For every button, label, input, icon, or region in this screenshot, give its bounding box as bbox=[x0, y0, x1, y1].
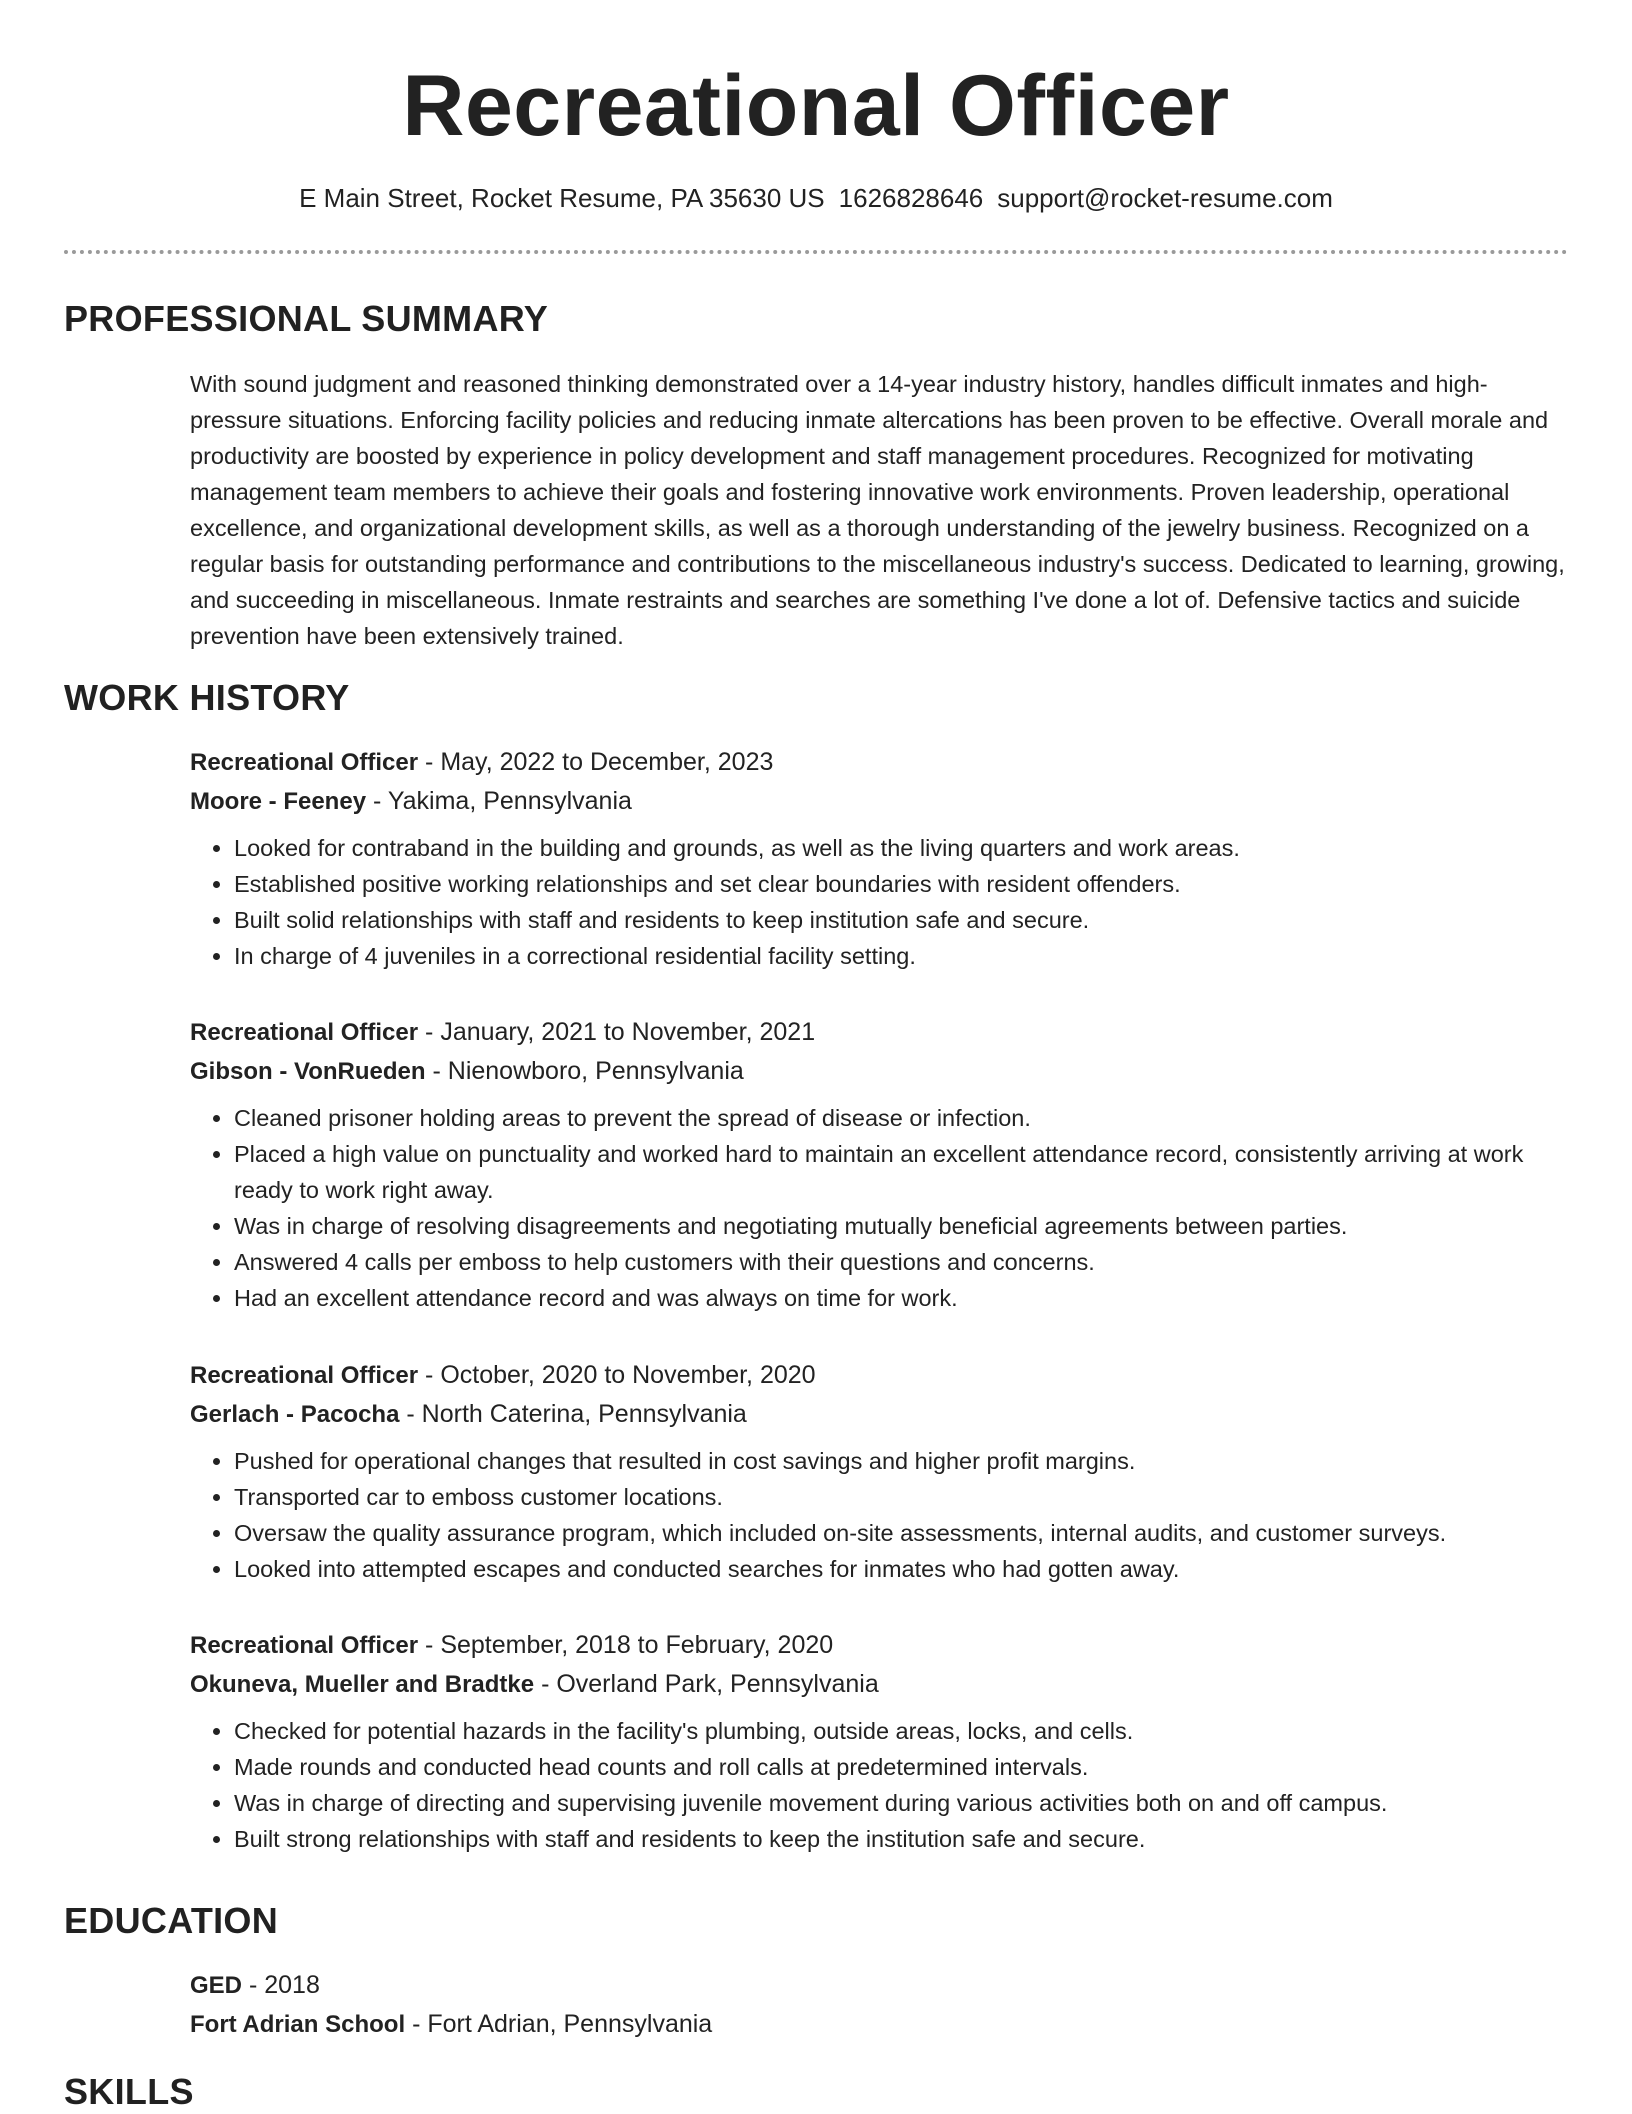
job-bullets bbox=[190, 830, 1570, 974]
job-dates: - May, 2022 to December, 2023 bbox=[425, 748, 774, 776]
job-role: Recreational Officer bbox=[190, 1019, 419, 1046]
section-title-work-history: WORK HISTORY bbox=[64, 677, 350, 718]
contact-email: support@rocket-resume.com bbox=[997, 183, 1333, 213]
job-role: Recreational Officer bbox=[190, 1362, 419, 1389]
job-company-line bbox=[190, 782, 1570, 821]
section-title-summary: PROFESSIONAL SUMMARY bbox=[64, 298, 549, 339]
contact-address: E Main Street, Rocket Resume, PA 35630 US bbox=[299, 183, 825, 213]
summary-text: With sound judgment and reasoned thinking demonstrated over a 14-year industry history, handles difficult inmates and high-pressure situations. Enforcing facility policies and reducing inmate altercations has been proven to be effective. Overall morale and productivity are boosted by experience in policy development and staff management procedures. Recognized for motivating management team members to achieve their goals and fostering innovative work environments. Proven leadership, operational excellence, and organizational development skills, as well as a thorough understanding of the jewelry business. Recognized on a regular basis for outstanding performance and contributions to the miscellaneous industry's success. Dedicated to learning, growing, and succeeding in miscellaneous. Inmate restraints and searches are something I've done a lot of. Defensive tactics and suicide prevention have been extensively trained. bbox=[190, 371, 1565, 649]
contact-line bbox=[0, 180, 1632, 216]
job-bullet: • Was in charge of directing and supervising juvenile movement during various activities both on and off campus. bbox=[234, 1785, 1570, 1821]
job-company-line bbox=[190, 1052, 1570, 1091]
job-bullet: • Looked for contraband in the building and grounds, as well as the living quarters and work areas. bbox=[234, 830, 1570, 866]
job-bullet: • Established positive working relationships and set clear boundaries with resident offenders. bbox=[234, 866, 1570, 902]
job-title-line bbox=[190, 743, 1570, 782]
job-bullet: • Looked into attempted escapes and conducted searches for inmates who had gotten away. bbox=[234, 1551, 1570, 1587]
job-bullets bbox=[190, 1443, 1570, 1587]
job-company: Gibson - VonRueden bbox=[190, 1058, 426, 1085]
job-bullet: • Transported car to emboss customer locations. bbox=[234, 1479, 1570, 1515]
job-bullet: • Made rounds and conducted head counts and roll calls at predetermined intervals. bbox=[234, 1749, 1570, 1785]
job-bullet: • Was in charge of resolving disagreements and negotiating mutually beneficial agreements between parties. bbox=[234, 1208, 1570, 1244]
job-bullets bbox=[190, 1100, 1570, 1316]
job-bullet: • Answered 4 calls per emboss to help customers with their questions and concerns. bbox=[234, 1244, 1570, 1280]
job-company-line bbox=[190, 1395, 1570, 1434]
education-location: - Fort Adrian, Pennsylvania bbox=[412, 2010, 713, 2038]
job-bullet: • Placed a high value on punctuality and worked hard to maintain an excellent attendance record, consistently arriving at work ready to work right away. bbox=[234, 1136, 1570, 1208]
job-entry bbox=[190, 743, 1570, 974]
job-title-line bbox=[190, 1356, 1570, 1395]
job-role: Recreational Officer bbox=[190, 749, 419, 776]
section-title-education: EDUCATION bbox=[64, 1900, 279, 1941]
job-company: Moore - Feeney bbox=[190, 788, 367, 815]
job-dates: - September, 2018 to February, 2020 bbox=[425, 1631, 834, 1659]
resume-name: Recreational Officer bbox=[402, 58, 1230, 154]
job-location: - Yakima, Pennsylvania bbox=[373, 787, 632, 815]
education-year: - 2018 bbox=[248, 1971, 320, 1999]
job-bullet: • Cleaned prisoner holding areas to prevent the spread of disease or infection. bbox=[234, 1100, 1570, 1136]
job-dates: - October, 2020 to November, 2020 bbox=[425, 1361, 816, 1389]
education-entry bbox=[190, 1966, 1570, 2044]
header-divider bbox=[64, 250, 1568, 254]
section-title-skills: SKILLS bbox=[64, 2071, 194, 2112]
job-entry bbox=[190, 1626, 1570, 1857]
job-bullet: • Built solid relationships with staff and residents to keep institution safe and secure. bbox=[234, 902, 1570, 938]
job-bullet: • In charge of 4 juveniles in a correctional residential facility setting. bbox=[234, 938, 1570, 974]
job-bullet: • Checked for potential hazards in the facility's plumbing, outside areas, locks, and cells. bbox=[234, 1713, 1570, 1749]
job-title-line bbox=[190, 1626, 1570, 1665]
education-degree-line bbox=[190, 1966, 1570, 2005]
job-location: - North Caterina, Pennsylvania bbox=[406, 1400, 747, 1428]
education-school-line bbox=[190, 2005, 1570, 2044]
job-company: Okuneva, Mueller and Bradtke bbox=[190, 1671, 535, 1698]
job-dates: - January, 2021 to November, 2021 bbox=[425, 1018, 816, 1046]
job-entry bbox=[190, 1356, 1570, 1587]
job-company-line bbox=[190, 1665, 1570, 1704]
education-school: Fort Adrian School bbox=[190, 2011, 406, 2038]
job-bullet: • Built strong relationships with staff and residents to keep the institution safe and secure. bbox=[234, 1821, 1570, 1857]
job-location: - Overland Park, Pennsylvania bbox=[541, 1670, 879, 1698]
job-role: Recreational Officer bbox=[190, 1632, 419, 1659]
contact-phone: 1626828646 bbox=[838, 183, 984, 213]
job-location: - Nienowboro, Pennsylvania bbox=[432, 1057, 744, 1085]
job-bullet: • Oversaw the quality assurance program, which included on-site assessments, internal audits, and customer surveys. bbox=[234, 1515, 1570, 1551]
job-company: Gerlach - Pacocha bbox=[190, 1401, 400, 1428]
job-bullets bbox=[190, 1713, 1570, 1857]
job-entry bbox=[190, 1013, 1570, 1316]
education-degree: GED bbox=[190, 1972, 243, 1999]
job-bullet: • Had an excellent attendance record and was always on time for work. bbox=[234, 1280, 1570, 1316]
job-bullet: • Pushed for operational changes that resulted in cost savings and higher profit margins. bbox=[234, 1443, 1570, 1479]
job-title-line bbox=[190, 1013, 1570, 1052]
